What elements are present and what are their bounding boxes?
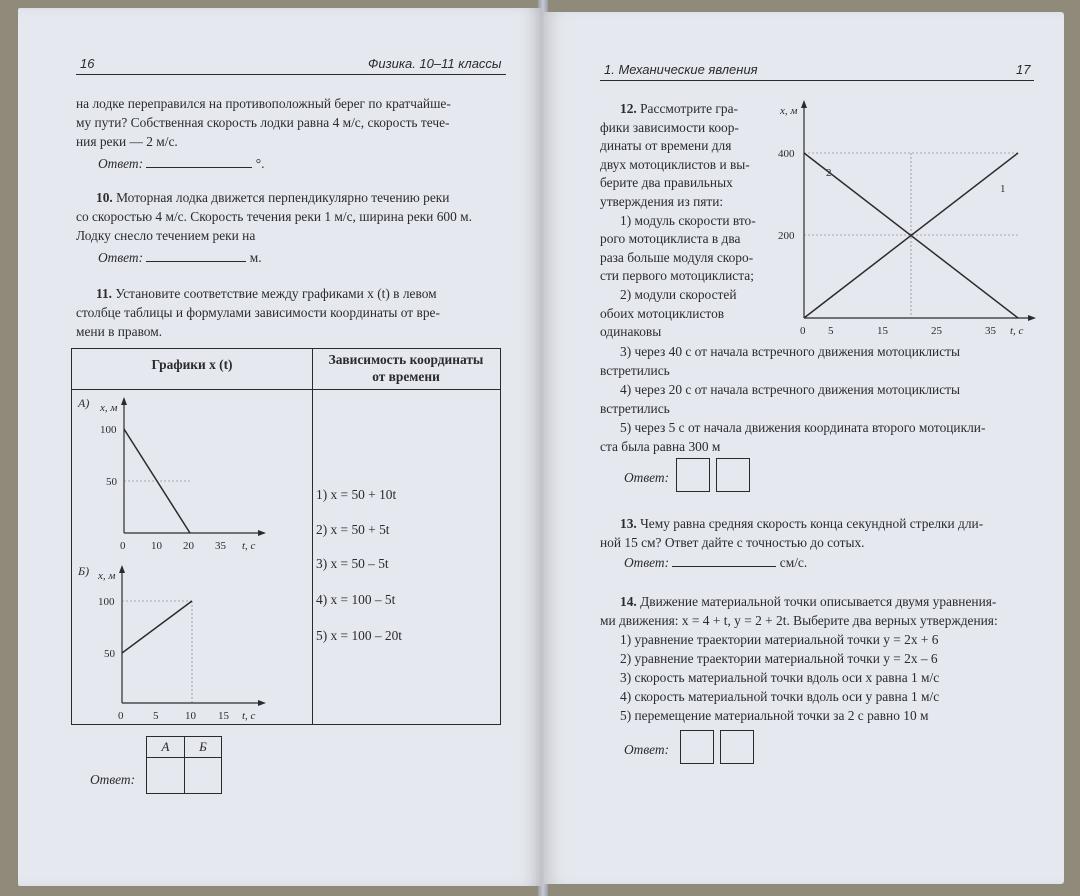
y-tick-label: 200 xyxy=(778,230,795,242)
question-number: 12. xyxy=(620,101,637,116)
answer-label: Ответ: xyxy=(90,772,136,787)
intro-line: му пути? Собственная скорость лодки равна 4 м/с, скорость тече- xyxy=(76,115,450,130)
y-axis-arrow xyxy=(119,565,125,573)
option-line: 1) модуль скорости вто- xyxy=(620,212,756,228)
x-axis-label: t, c xyxy=(1010,325,1024,336)
answer-unit: см/с. xyxy=(779,555,808,570)
question-line: столбце таблицы и формулами зависимости координаты от вре- xyxy=(76,305,440,320)
y-tick-label: 400 xyxy=(778,148,795,160)
x-axis-label: t, c xyxy=(242,540,256,552)
answer-label: Ответ: xyxy=(98,156,144,171)
question-line: фики зависимости коор- xyxy=(600,119,739,135)
header-line: от времени xyxy=(372,369,440,384)
table-divider xyxy=(312,349,313,724)
grid-header-a: А xyxy=(161,739,170,754)
question-line: Рассмотрите гра- xyxy=(640,101,738,116)
x-tick-label: 5 xyxy=(828,325,834,336)
right-page xyxy=(544,12,1064,884)
option-line: встретились xyxy=(600,401,670,416)
answer-cell-b[interactable] xyxy=(185,758,221,793)
answer-cell-a[interactable] xyxy=(147,758,184,793)
formula-5: 5) x = 100 – 20t xyxy=(316,628,403,643)
option-line: 4) скорость материальной точки вдоль оси y равна 1 м/с xyxy=(620,689,940,704)
table-header-graphs: Графики x (t) xyxy=(151,357,233,372)
option-line: 5) через 5 с от начала движения координата второго мотоцикли- xyxy=(620,420,986,435)
y-tick-label: 100 xyxy=(100,424,117,436)
y-axis-label: x, м xyxy=(100,402,118,414)
x-tick-label: 20 xyxy=(183,540,194,552)
question-line: Движение материальной точки описывается двумя уравнения- xyxy=(640,594,997,609)
option-line: 1) уравнение траектории материальной точки y = 2x + 6 xyxy=(620,632,939,647)
formula-3: 3) x = 50 – 5t xyxy=(316,556,389,571)
question-line: Чему равна средняя скорость конца секундной стрелки дли- xyxy=(640,516,984,531)
line-label-2: 2 xyxy=(826,167,832,179)
graph-b xyxy=(74,561,310,721)
question-line: Установите соответствие между графиками x (t) в левом xyxy=(115,286,437,301)
x-axis-arrow xyxy=(1028,315,1036,321)
x-tick-label: 0 xyxy=(118,710,124,721)
option-line: сти первого мотоциклиста; xyxy=(600,268,754,284)
answer-label: Ответ: xyxy=(98,250,144,265)
question-13 xyxy=(600,514,1034,552)
answer-label: Ответ: xyxy=(624,470,670,485)
answer-box[interactable] xyxy=(676,458,710,492)
q13-answer xyxy=(624,553,807,572)
question-line: берите два правильных xyxy=(600,175,733,191)
option-line: 3) через 40 с от начала встречного движения мотоциклисты xyxy=(620,344,961,359)
x-axis-arrow xyxy=(258,530,266,536)
question-number: 11. xyxy=(96,286,112,301)
option-line: 3) скорость материальной точки вдоль оси x равна 1 м/с xyxy=(620,670,940,685)
option-line: 2) модули скоростей xyxy=(620,286,737,302)
formula-1: 1) x = 50 + 10t xyxy=(316,487,397,502)
x-tick-label: 15 xyxy=(877,325,888,336)
graph-a xyxy=(74,393,310,553)
y-axis-label: x, м xyxy=(780,105,798,117)
option-line: раза больше модуля скоро- xyxy=(600,249,754,265)
x-tick-label: 35 xyxy=(985,325,996,336)
option-line: 2) уравнение траектории материальной точки y = 2x – 6 xyxy=(620,651,938,666)
option-line: рого мотоциклиста в два xyxy=(600,231,741,247)
y-tick-label: 100 xyxy=(98,596,115,608)
answer-blank[interactable] xyxy=(146,167,252,168)
formula-4: 4) x = 100 – 5t xyxy=(316,592,396,607)
question-number: 13. xyxy=(620,516,637,531)
y-axis-label: x, м xyxy=(98,570,116,582)
x-axis-label: t, c xyxy=(242,710,256,721)
intro-text xyxy=(76,94,506,151)
option-line: обоих мотоциклистов xyxy=(600,305,725,321)
answer-unit: °. xyxy=(255,156,265,171)
y-tick-label: 50 xyxy=(104,648,115,660)
table-header-formulas xyxy=(313,351,499,385)
question-line: ной 15 см? Ответ дайте с точностью до сотых. xyxy=(600,535,865,550)
page-number: 16 xyxy=(80,56,95,71)
answer-unit: м. xyxy=(249,250,262,265)
x-tick-label: 10 xyxy=(185,710,196,721)
option-line: 5) перемещение материальной точки за 2 с равно 10 м xyxy=(620,708,929,723)
intro-line: на лодке переправился на противоположный берег по кратчайше- xyxy=(76,96,451,111)
x-tick-label: 25 xyxy=(931,325,942,336)
header-rule xyxy=(76,74,506,75)
line-label-1: 1 xyxy=(1000,183,1006,195)
question-line: Лодку снесло течением реки на xyxy=(76,228,256,243)
intro-line: ния реки — 2 м/с. xyxy=(76,134,178,149)
x-tick-label: 0 xyxy=(800,325,806,336)
option-line: одинаковы xyxy=(600,324,662,340)
question-12 xyxy=(600,100,768,342)
x-tick-label: 0 xyxy=(120,540,126,552)
question-line: мени в правом. xyxy=(76,324,163,339)
graph-label: А) xyxy=(78,396,90,410)
graph-label: Б) xyxy=(78,564,90,578)
answer-label: Ответ: xyxy=(624,555,670,570)
answer-box[interactable] xyxy=(720,730,754,764)
question-10 xyxy=(76,188,506,245)
question-11 xyxy=(76,284,506,341)
question-line: Моторная лодка движется перпендикулярно течению реки xyxy=(116,190,450,205)
y-axis-arrow xyxy=(121,397,127,405)
question-line: двух мотоциклистов и вы- xyxy=(600,156,750,172)
motorcyclist-graph xyxy=(774,96,1044,336)
option-line: 4) через 20 с от начала встречного движения мотоциклисты xyxy=(620,382,961,397)
table-divider xyxy=(72,389,500,390)
graph-line xyxy=(122,601,192,653)
header-line: Зависимость координаты xyxy=(328,352,484,367)
left-page xyxy=(18,8,542,886)
question-12-options xyxy=(600,342,1034,456)
x-axis-arrow xyxy=(258,700,266,706)
x-tick-label: 10 xyxy=(151,540,162,552)
question-line: со скоростью 4 м/с. Скорость течения реки 1 м/с, ширина реки 600 м. xyxy=(76,209,472,224)
grid-header-b: Б xyxy=(199,739,207,754)
answer-grid xyxy=(146,736,222,794)
question-line: динаты от времени для xyxy=(600,138,732,154)
question-line: утверждения из пяти: xyxy=(600,193,724,209)
answer-box[interactable] xyxy=(680,730,714,764)
y-tick-label: 50 xyxy=(106,476,117,488)
running-title: 1. Механические явления xyxy=(604,62,758,77)
answer-blank[interactable] xyxy=(672,566,776,567)
q10-answer xyxy=(98,248,262,267)
header-rule xyxy=(600,80,1034,81)
answer-box[interactable] xyxy=(716,458,750,492)
x-tick-label: 5 xyxy=(153,710,159,721)
formula-2: 2) x = 50 + 5t xyxy=(316,522,390,537)
option-line: ста была равна 300 м xyxy=(600,439,721,454)
answer-blank[interactable] xyxy=(146,261,246,262)
question-14 xyxy=(600,592,1034,725)
x-tick-label: 15 xyxy=(218,710,229,721)
x-tick-label: 35 xyxy=(215,540,226,552)
y-axis-arrow xyxy=(801,100,807,108)
option-line: встретились xyxy=(600,363,670,378)
answer-label: Ответ: xyxy=(624,742,670,757)
page-number: 17 xyxy=(1016,62,1031,77)
question-line: ми движения: x = 4 + t, y = 2 + 2t. Выберите два верных утверждения: xyxy=(600,613,998,628)
matching-table xyxy=(71,348,501,725)
question-number: 10. xyxy=(96,190,113,205)
question-number: 14. xyxy=(620,594,637,609)
running-title: Физика. 10–11 классы xyxy=(368,56,502,71)
q9-answer xyxy=(98,154,264,173)
